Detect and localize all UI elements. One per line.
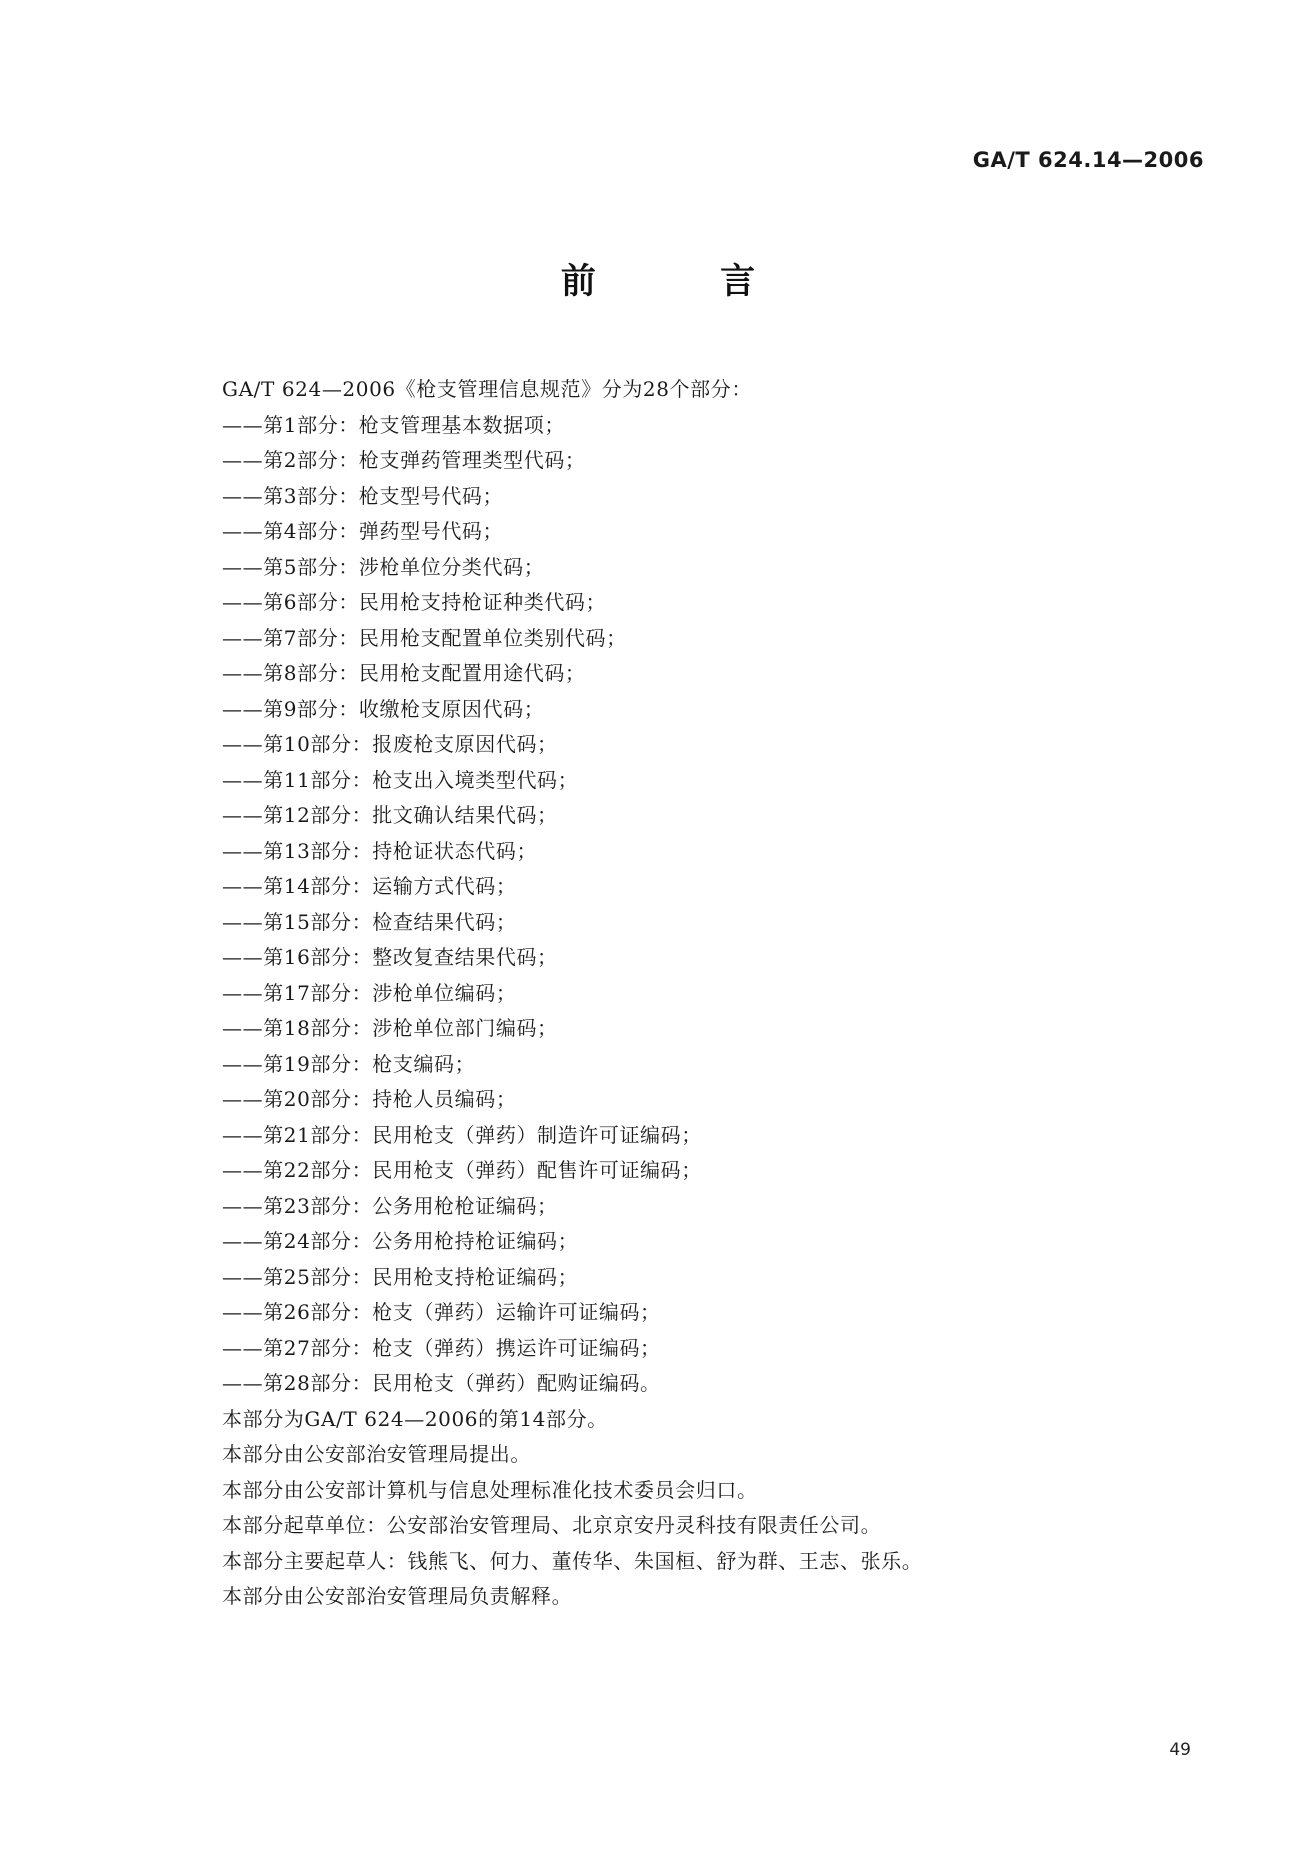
part-list-item: ——第26部分：枪支（弹药）运输许可证编码； <box>222 1300 661 1324</box>
closing-paragraph: 本部分由公安部计算机与信息处理标准化技术委员会归口。 <box>222 1477 758 1502</box>
part-list-item: ——第27部分：枪支（弹药）携运许可证编码； <box>222 1335 661 1360</box>
page-title: 前 言 <box>560 262 812 302</box>
part-list-item: ——第21部分：民用枪支（弹药）制造许可证编码； <box>222 1122 702 1147</box>
part-list-item: ——第17部分：涉枪单位编码； <box>222 980 517 1005</box>
part-list-item: ——第28部分：民用枪支（弹药）配购证编码。 <box>222 1371 661 1395</box>
part-list-item: ——第4部分：弹药型号代码； <box>222 519 504 543</box>
part-list-item: ——第9部分：收缴枪支原因代码； <box>222 696 545 721</box>
intro-paragraph: GA/T 624—2006《枪支管理信息规范》分为28个部分： <box>222 377 752 401</box>
part-list-item: ——第24部分：公务用枪持枪证编码； <box>222 1229 579 1253</box>
part-list-item: ——第11部分：枪支出入境类型代码； <box>222 767 579 792</box>
closing-paragraph: 本部分起草单位：公安部治安管理局、北京京安丹灵科技有限责任公司。 <box>222 1513 882 1537</box>
part-list-item: ——第2部分：枪支弹药管理类型代码； <box>222 448 586 472</box>
part-list-item: ——第16部分：整改复查结果代码； <box>222 945 558 969</box>
closing-paragraph: 本部分为GA/T 624—2006的第14部分。 <box>222 1406 608 1431</box>
page-number: 49 <box>1169 1740 1191 1760</box>
part-list-item: ——第7部分：民用枪支配置单位类别代码； <box>222 625 627 650</box>
part-list-item: ——第5部分：涉枪单位分类代码； <box>222 554 545 579</box>
part-list-item: ——第15部分：检查结果代码； <box>222 909 517 934</box>
closing-paragraph: 本部分由公安部治安管理局提出。 <box>222 1442 531 1466</box>
part-list-item: ——第14部分：运输方式代码； <box>222 874 517 898</box>
parts-list <box>222 408 1122 1402</box>
closing-paragraph: 本部分主要起草人：钱熊飞、何力、董传华、朱国桓、舒为群、王志、张乐。 <box>222 1548 923 1573</box>
part-list-item: ——第13部分：持枪证状态代码； <box>222 838 538 863</box>
part-list-item: ——第19部分：枪支编码； <box>222 1051 476 1076</box>
part-list-item: ——第3部分：枪支型号代码； <box>222 483 504 508</box>
part-list-item: ——第1部分：枪支管理基本数据项； <box>222 412 565 437</box>
closing-paragraphs <box>222 1402 1122 1615</box>
foreword-body <box>222 372 1122 1615</box>
part-list-item: ——第6部分：民用枪支持枪证种类代码； <box>222 590 607 614</box>
part-list-item: ——第23部分：公务用枪枪证编码； <box>222 1193 558 1218</box>
standard-code: GA/T 624.14—2006 <box>972 148 1204 172</box>
part-list-item: ——第20部分：持枪人员编码； <box>222 1087 517 1111</box>
part-list-item: ——第22部分：民用枪支（弹药）配售许可证编码； <box>222 1158 702 1182</box>
part-list-item: ——第10部分：报废枪支原因代码； <box>222 732 558 756</box>
part-list-item: ——第25部分：民用枪支持枪证编码； <box>222 1264 579 1289</box>
part-list-item: ——第18部分：涉枪单位部门编码； <box>222 1016 558 1040</box>
part-list-item: ——第12部分：批文确认结果代码； <box>222 803 558 827</box>
closing-paragraph: 本部分由公安部治安管理局负责解释。 <box>222 1584 573 1608</box>
part-list-item: ——第8部分：民用枪支配置用途代码； <box>222 661 586 685</box>
